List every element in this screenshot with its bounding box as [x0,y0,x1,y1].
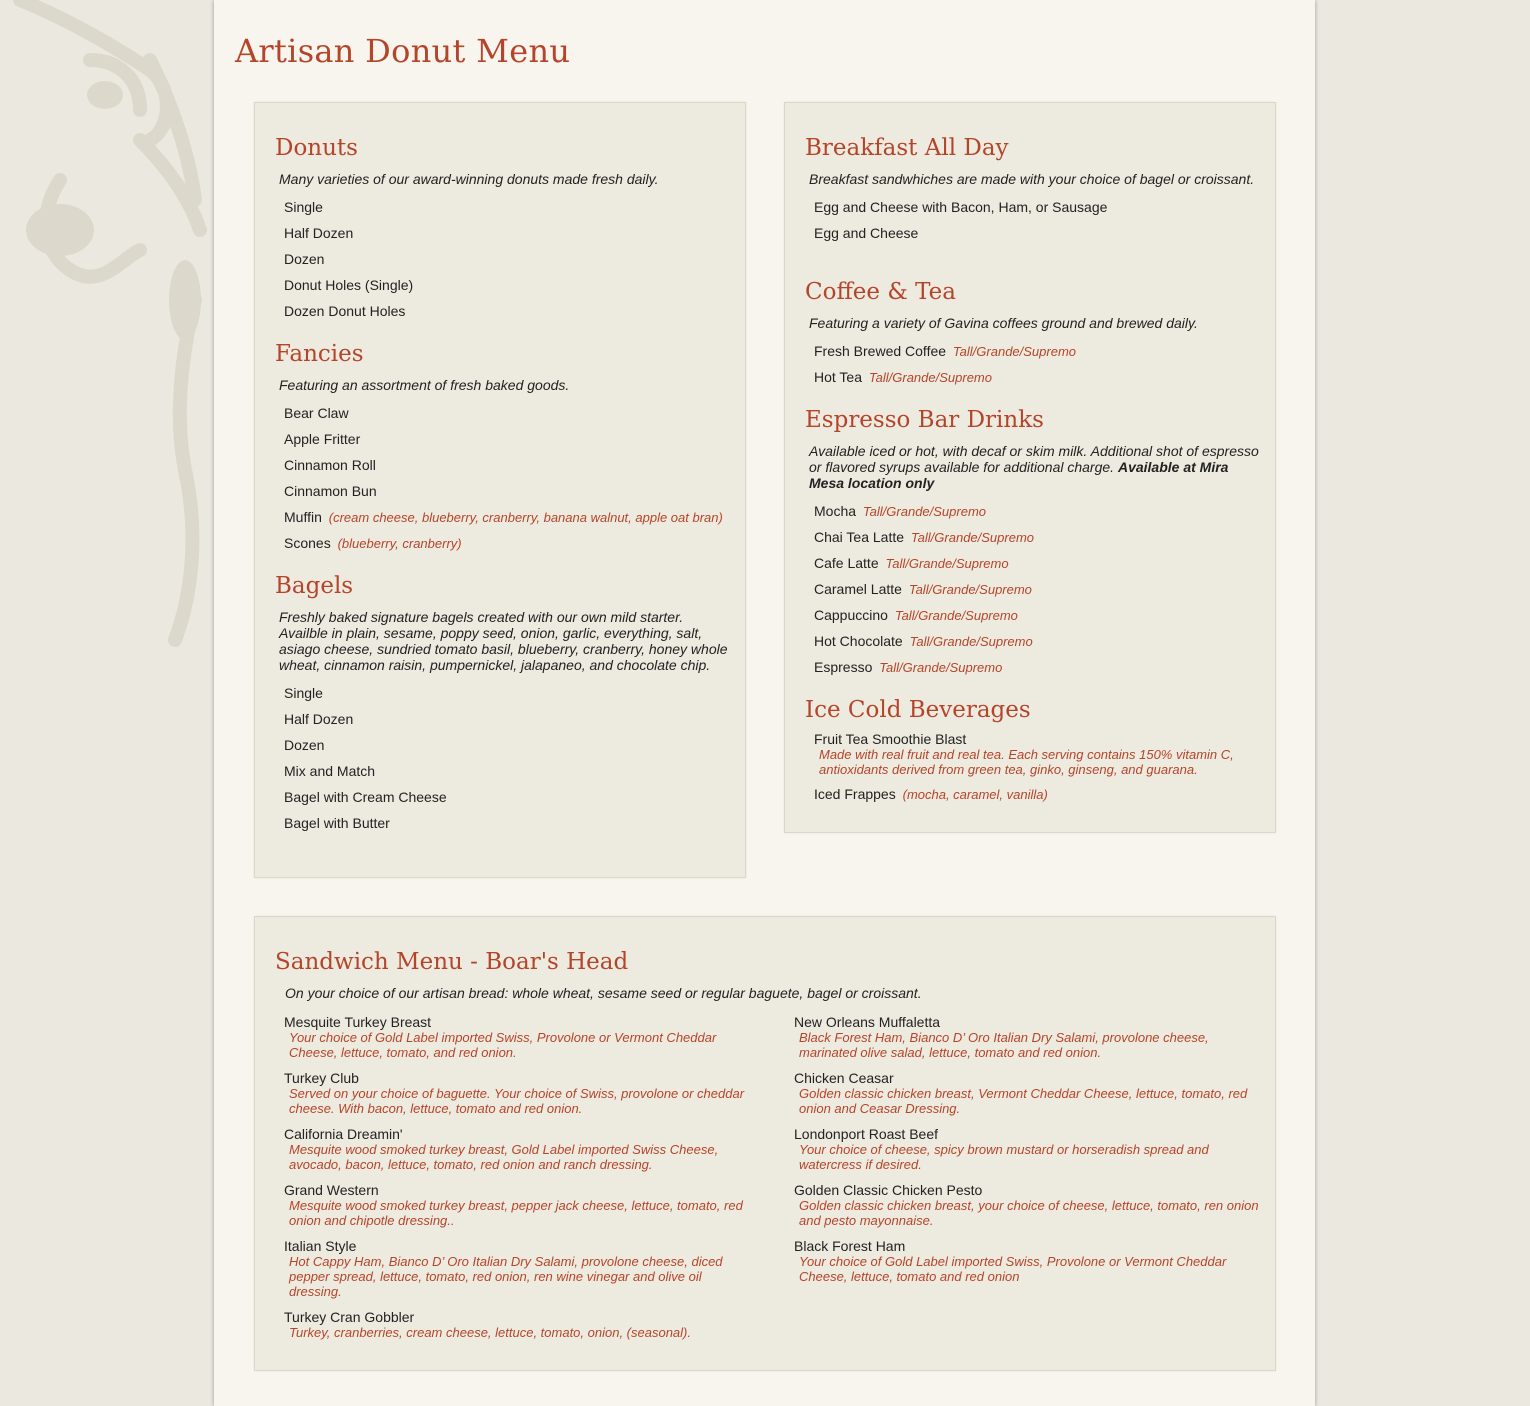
item-note: (blueberry, cranberry) [337,536,462,551]
bagels-description: Freshly baked signature bagels created with our own mild starter. Availble in plain, sesame, poppy seed, onion, garlic, everything, salt, asiago cheese, sundried tomato basil, blueberry, cranberry, honey whole wheat, cinnamon raisin, pumpernickel, jalapaneo, and chocolate chip. [279,609,728,673]
breakfast-description: Breakfast sandwhiches are made with your choice of bagel or croissant. [809,171,1255,187]
item-name: Cappuccino [814,607,888,623]
item-name: Cinnamon Bun [284,483,377,499]
item-name: Scones [284,535,331,551]
menu-item [275,426,729,452]
espresso-location-note: Available at Mira Mesa location only [809,459,1229,491]
item-name: Fruit Tea Smoothie Blast [814,731,967,747]
item-sizes: Tall/Grande/Supremo [908,582,1032,597]
sandwich-menu-panel [254,916,1276,1371]
item-name: Iced Frappes [814,786,896,802]
menu-item: Egg and Cheese with Bacon, Ham, or Sausage [814,199,1108,215]
espresso-description-text: Available iced or hot, with decaf or skim milk. Additional shot of espresso or flavored syrups available for additional charge. [809,443,1259,475]
right-menu-panel [784,102,1276,833]
item-sizes: Tall/Grande/Supremo [894,608,1018,623]
menu-item [805,498,1259,524]
item-description: Black Forest Ham, Bianco D’ Oro Italian Dry Salami, provolone cheese, marinated olive salad, lettuce, tomato and red onion. [799,1030,1209,1060]
item-description: Turkey, cranberries, cream cheese, lettuce, tomato, onion, (seasonal). [289,1325,691,1340]
item-name: Bear Claw [284,405,349,421]
menu-item [805,576,1259,602]
sandwich-item [284,1238,754,1299]
item-name: Cafe Latte [814,555,879,571]
menu-item [805,654,1259,680]
menu-item [275,530,729,556]
item-name: California Dreamin' [284,1126,403,1142]
background-illustration [0,0,230,700]
item-name: Muffin [284,509,322,525]
left-menu-panel [254,102,746,878]
menu-item [805,781,1259,807]
fancies-section [275,339,729,556]
item-name: Italian Style [284,1238,357,1254]
item-name: Cinnamon Roll [284,457,376,473]
donuts-section [275,133,729,324]
item-note: (mocha, caramel, vanilla) [902,787,1048,802]
menu-item [805,524,1259,550]
item-description: Hot Cappy Ham, Bianco D’ Oro Italian Dry Salami, provolone cheese, diced pepper spread, lettuce, tomato, red onion, ren wine vinegar and olive oil dressing. [289,1254,723,1299]
coffee-description: Featuring a variety of Gavina coffees ground and brewed daily. [809,315,1198,331]
item-sizes: Tall/Grande/Supremo [885,556,1009,571]
menu-item: Half Dozen [284,225,354,241]
item-name: Apple Fritter [284,431,361,447]
item-name: Mocha [814,503,857,519]
espresso-section [805,405,1259,680]
item-description: Mesquite wood smoked turkey breast, pepper jack cheese, lettuce, tomato, red onion and chipotle dressing.. [289,1198,743,1228]
sandwich-column-left [284,1014,754,1350]
item-name: Turkey Cran Gobbler [284,1309,415,1325]
item-sizes: Tall/Grande/Supremo [868,370,992,385]
menu-item: Dozen [284,251,325,267]
bagels-heading: Bagels [275,573,354,599]
item-description: Mesquite wood smoked turkey breast, Gold Label imported Swiss Cheese, avocado, bacon, lettuce, tomato, red onion and ranch dressing. [289,1142,719,1172]
item-name: Chai Tea Latte [814,529,905,545]
item-description: Your choice of Gold Label imported Swiss, Provolone or Vermont Cheddar Cheese, lettuce, tomato and red onion [799,1254,1227,1284]
sandwich-item [284,1182,754,1228]
sandwich-item [794,1126,1264,1172]
menu-item [805,602,1259,628]
item-sizes: Tall/Grande/Supremo [862,504,987,519]
item-description: Made with real fruit and real tea. Each serving contains 150% vitamin C, antioxidants derived from green tea, ginko, ginseng, and guarana. [819,747,1234,777]
item-name: Chicken Ceasar [794,1070,894,1086]
bagels-section [275,571,729,836]
item-name: Turkey Club [284,1070,359,1086]
sandwich-item [794,1070,1264,1116]
item-name: Black Forest Ham [794,1238,906,1254]
item-sizes: Tall/Grande/Supremo [952,344,1077,359]
fancies-description: Featuring an assortment of fresh baked goods. [279,377,570,393]
item-name: New Orleans Muffaletta [794,1014,941,1030]
cold-beverages-section [805,695,1259,807]
item-name: Fresh Brewed Coffee [814,343,947,359]
breakfast-heading: Breakfast All Day [805,135,1009,161]
menu-item: Dozen Donut Holes [284,303,406,319]
menu-page [214,0,1315,1406]
item-sizes: Tall/Grande/Supremo [909,634,1033,649]
espresso-heading: Espresso Bar Drinks [805,407,1044,433]
menu-item: Half Dozen [284,711,354,727]
menu-item [275,400,729,426]
menu-item: Donut Holes (Single) [284,277,414,293]
sandwich-section-header [275,947,1259,1001]
item-description: Your choice of cheese, spicy brown mustard or horseradish spread and watercress if desired. [799,1142,1209,1172]
fancies-heading: Fancies [275,341,364,367]
menu-item [275,452,729,478]
menu-item: Bagel with Butter [284,815,390,831]
item-note: (cream cheese, blueberry, cranberry, banana walnut, apple oat bran) [328,510,723,525]
item-name: Grand Western [284,1182,379,1198]
menu-item: Bagel with Cream Cheese [284,789,447,805]
sandwich-item [284,1126,754,1172]
item-name: Golden Classic Chicken Pesto [794,1182,983,1198]
menu-item [805,731,1259,777]
sandwich-item [794,1014,1264,1060]
item-sizes: Tall/Grande/Supremo [879,660,1003,675]
item-name: Caramel Latte [814,581,902,597]
breakfast-section [805,133,1259,246]
menu-item: Mix and Match [284,763,376,779]
item-description: Your choice of Gold Label imported Swiss, Provolone or Vermont Cheddar Cheese, lettuce, tomato, and red onion. [289,1030,717,1060]
sandwich-item [794,1238,1264,1284]
sandwich-item [284,1014,754,1060]
menu-item: Egg and Cheese [814,225,919,241]
sandwich-description: On your choice of our artisan bread: whole wheat, sesame seed or regular baguete, bagel or croissant. [285,985,922,1001]
sandwich-heading: Sandwich Menu - Boar's Head [275,949,629,975]
item-sizes: Tall/Grande/Supremo [910,530,1035,545]
menu-item: Dozen [284,737,325,753]
donuts-description: Many varieties of our award-winning donuts made fresh daily. [279,171,659,187]
cold-beverages-heading: Ice Cold Beverages [805,697,1031,723]
sandwich-item [284,1070,754,1116]
item-description: Golden classic chicken breast, your choice of cheese, lettuce, tomato, ren onion and pesto mayonnaise. [799,1198,1259,1228]
sandwich-column-right [794,1014,1264,1294]
item-name: Hot Chocolate [814,633,903,649]
coffee-heading: Coffee & Tea [805,279,956,305]
page-title: Artisan Donut Menu [235,32,571,70]
menu-item [805,628,1259,654]
menu-item [805,338,1259,364]
item-name: Mesquite Turkey Breast [284,1014,432,1030]
item-description: Golden classic chicken breast, Vermont Cheddar Cheese, lettuce, tomato, red onion and Ceasar Dressing. [799,1086,1248,1116]
donuts-heading: Donuts [275,135,358,161]
coffee-section [805,277,1259,390]
menu-item [275,478,729,504]
menu-item [805,364,1259,390]
item-name: Espresso [814,659,873,675]
item-name: Hot Tea [814,369,862,385]
sandwich-item [794,1182,1264,1228]
espresso-description [809,443,1259,491]
menu-item: Single [284,199,323,215]
item-name: Londonport Roast Beef [794,1126,938,1142]
sandwich-item [284,1309,754,1340]
menu-item [805,550,1259,576]
menu-item: Single [284,685,323,701]
item-description: Served on your choice of baguette. Your choice of Swiss, provolone or cheddar cheese. With bacon, lettuce, tomato and red onion. [289,1086,745,1116]
cold-items [805,731,1259,807]
menu-item [275,504,729,530]
